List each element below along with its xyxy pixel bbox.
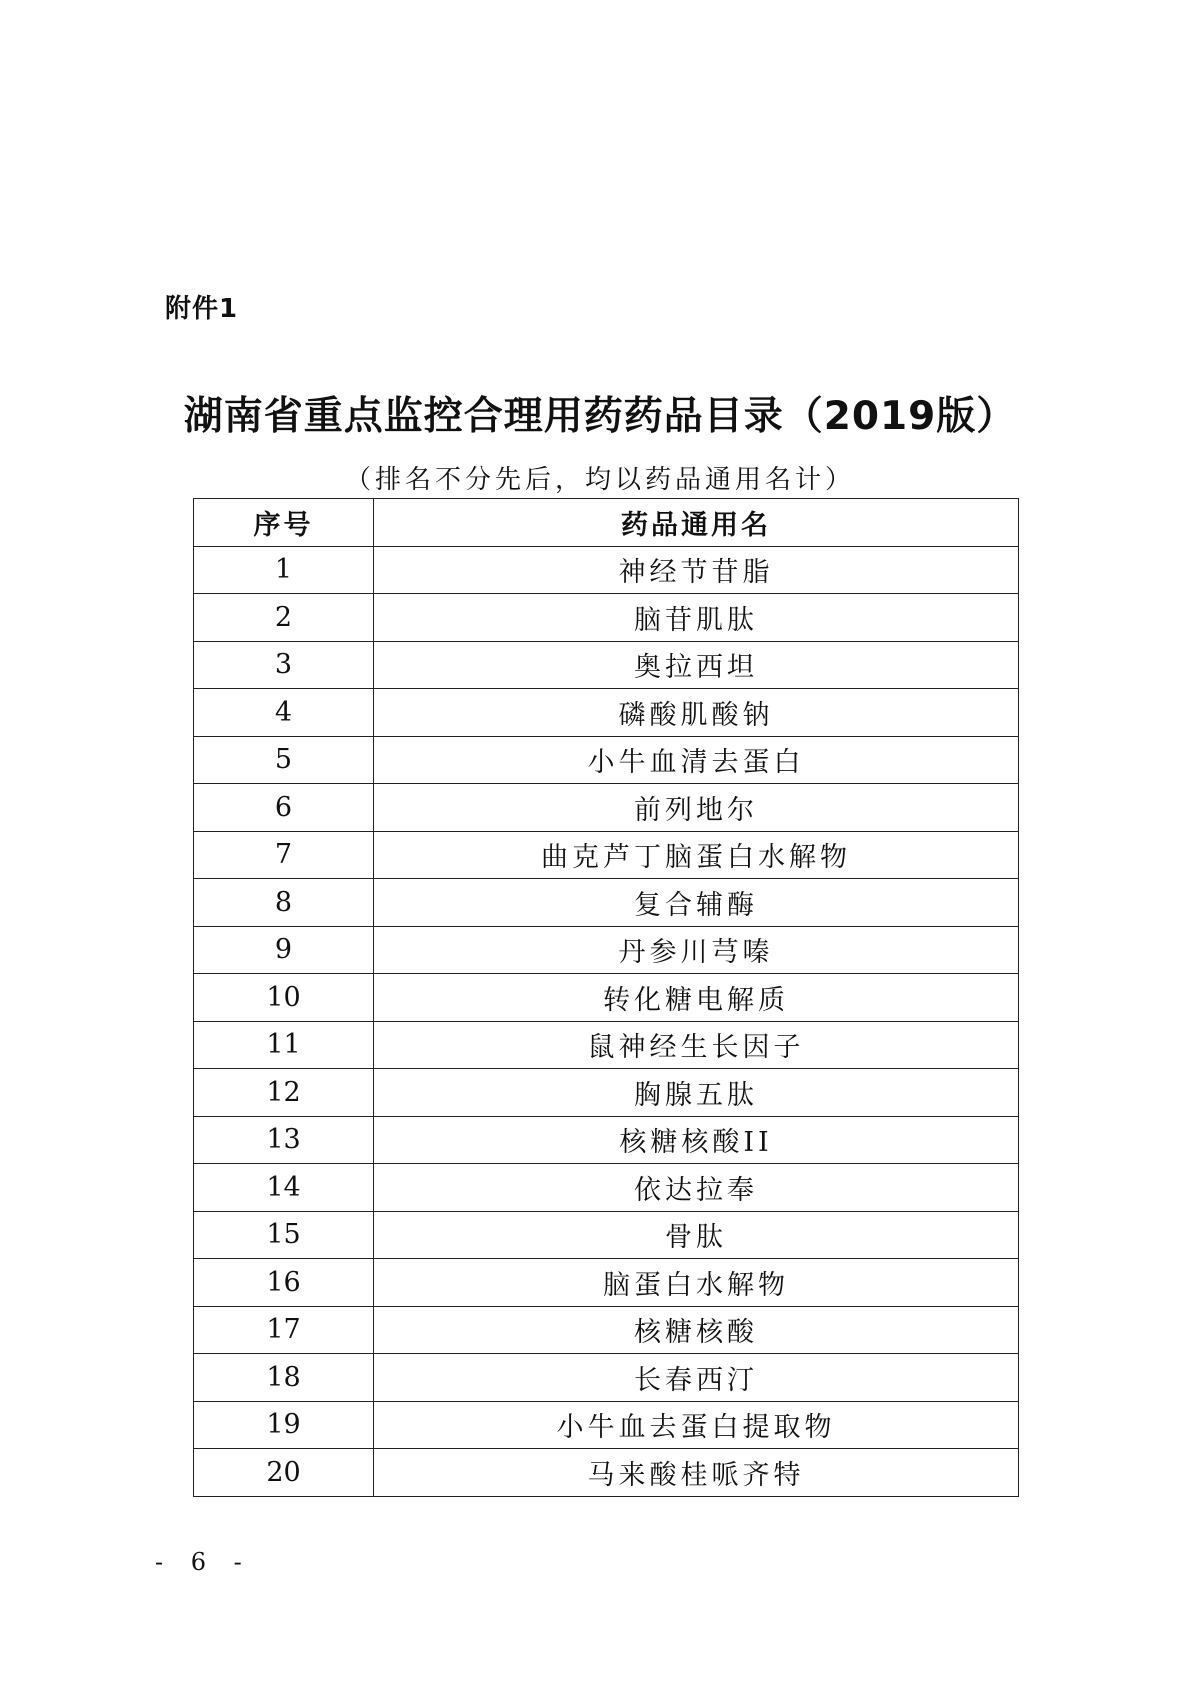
row-number: 17: [194, 1306, 374, 1354]
drug-name: 脑蛋白水解物: [374, 1259, 1019, 1307]
row-number: 18: [194, 1354, 374, 1402]
table-row: [194, 736, 1019, 784]
drug-name: 小牛血去蛋白提取物: [374, 1401, 1019, 1449]
table-row: [194, 926, 1019, 974]
row-number: 9: [194, 926, 374, 974]
row-number: 5: [194, 736, 374, 784]
table-row: [194, 784, 1019, 832]
column-header-number: 序号: [194, 499, 374, 547]
drug-name: 磷酸肌酸钠: [374, 689, 1019, 737]
row-number: 20: [194, 1449, 374, 1497]
drug-name: 鼠神经生长因子: [374, 1021, 1019, 1069]
drug-name: 核糖核酸: [374, 1306, 1019, 1354]
table-row: [194, 974, 1019, 1022]
table-row: [194, 879, 1019, 927]
table-row: [194, 689, 1019, 737]
row-number: 7: [194, 831, 374, 879]
drug-name: 神经节苷脂: [374, 546, 1019, 594]
table-row: [194, 1449, 1019, 1497]
table-header-row: [194, 499, 1019, 547]
drug-name: 曲克芦丁脑蛋白水解物: [374, 831, 1019, 879]
table-row: [194, 1069, 1019, 1117]
table-row: [194, 831, 1019, 879]
table-row: [194, 641, 1019, 689]
drug-name: 转化糖电解质: [374, 974, 1019, 1022]
table-row: [194, 1116, 1019, 1164]
row-number: 13: [194, 1116, 374, 1164]
drug-name: 丹参川芎嗪: [374, 926, 1019, 974]
row-number: 12: [194, 1069, 374, 1117]
row-number: 8: [194, 879, 374, 927]
drug-name: 脑苷肌肽: [374, 594, 1019, 642]
table-row: [194, 1211, 1019, 1259]
row-number: 1: [194, 546, 374, 594]
document-title: 湖南省重点监控合理用药药品目录（2019版）: [183, 394, 1017, 439]
column-header-drug-name: 药品通用名: [374, 499, 1019, 547]
drug-name: 依达拉奉: [374, 1164, 1019, 1212]
attachment-label: 附件1: [165, 294, 239, 324]
table-row: [194, 1306, 1019, 1354]
drug-name: 马来酸桂哌齐特: [374, 1449, 1019, 1497]
table-row: [194, 1164, 1019, 1212]
row-number: 3: [194, 641, 374, 689]
row-number: 14: [194, 1164, 374, 1212]
table-row: [194, 1354, 1019, 1402]
drug-name: 复合辅酶: [374, 879, 1019, 927]
drug-name: 奥拉西坦: [374, 641, 1019, 689]
document-subtitle: （排名不分先后，均以药品通用名计）: [344, 465, 855, 495]
row-number: 19: [194, 1401, 374, 1449]
table-row: [194, 1259, 1019, 1307]
row-number: 6: [194, 784, 374, 832]
table-row: [194, 546, 1019, 594]
table-row: [194, 594, 1019, 642]
drug-name: 胸腺五肽: [374, 1069, 1019, 1117]
drug-name: 小牛血清去蛋白: [374, 736, 1019, 784]
drug-name: 长春西汀: [374, 1354, 1019, 1402]
row-number: 11: [194, 1021, 374, 1069]
table-row: [194, 1021, 1019, 1069]
drug-name: 骨肽: [374, 1211, 1019, 1259]
drug-name: 核糖核酸II: [374, 1116, 1019, 1164]
row-number: 10: [194, 974, 374, 1022]
row-number: 2: [194, 594, 374, 642]
page-number: - 6 -: [155, 1548, 252, 1576]
row-number: 16: [194, 1259, 374, 1307]
drug-name: 前列地尔: [374, 784, 1019, 832]
table-row: [194, 1401, 1019, 1449]
row-number: 15: [194, 1211, 374, 1259]
drug-list-table: [193, 498, 1019, 1497]
row-number: 4: [194, 689, 374, 737]
